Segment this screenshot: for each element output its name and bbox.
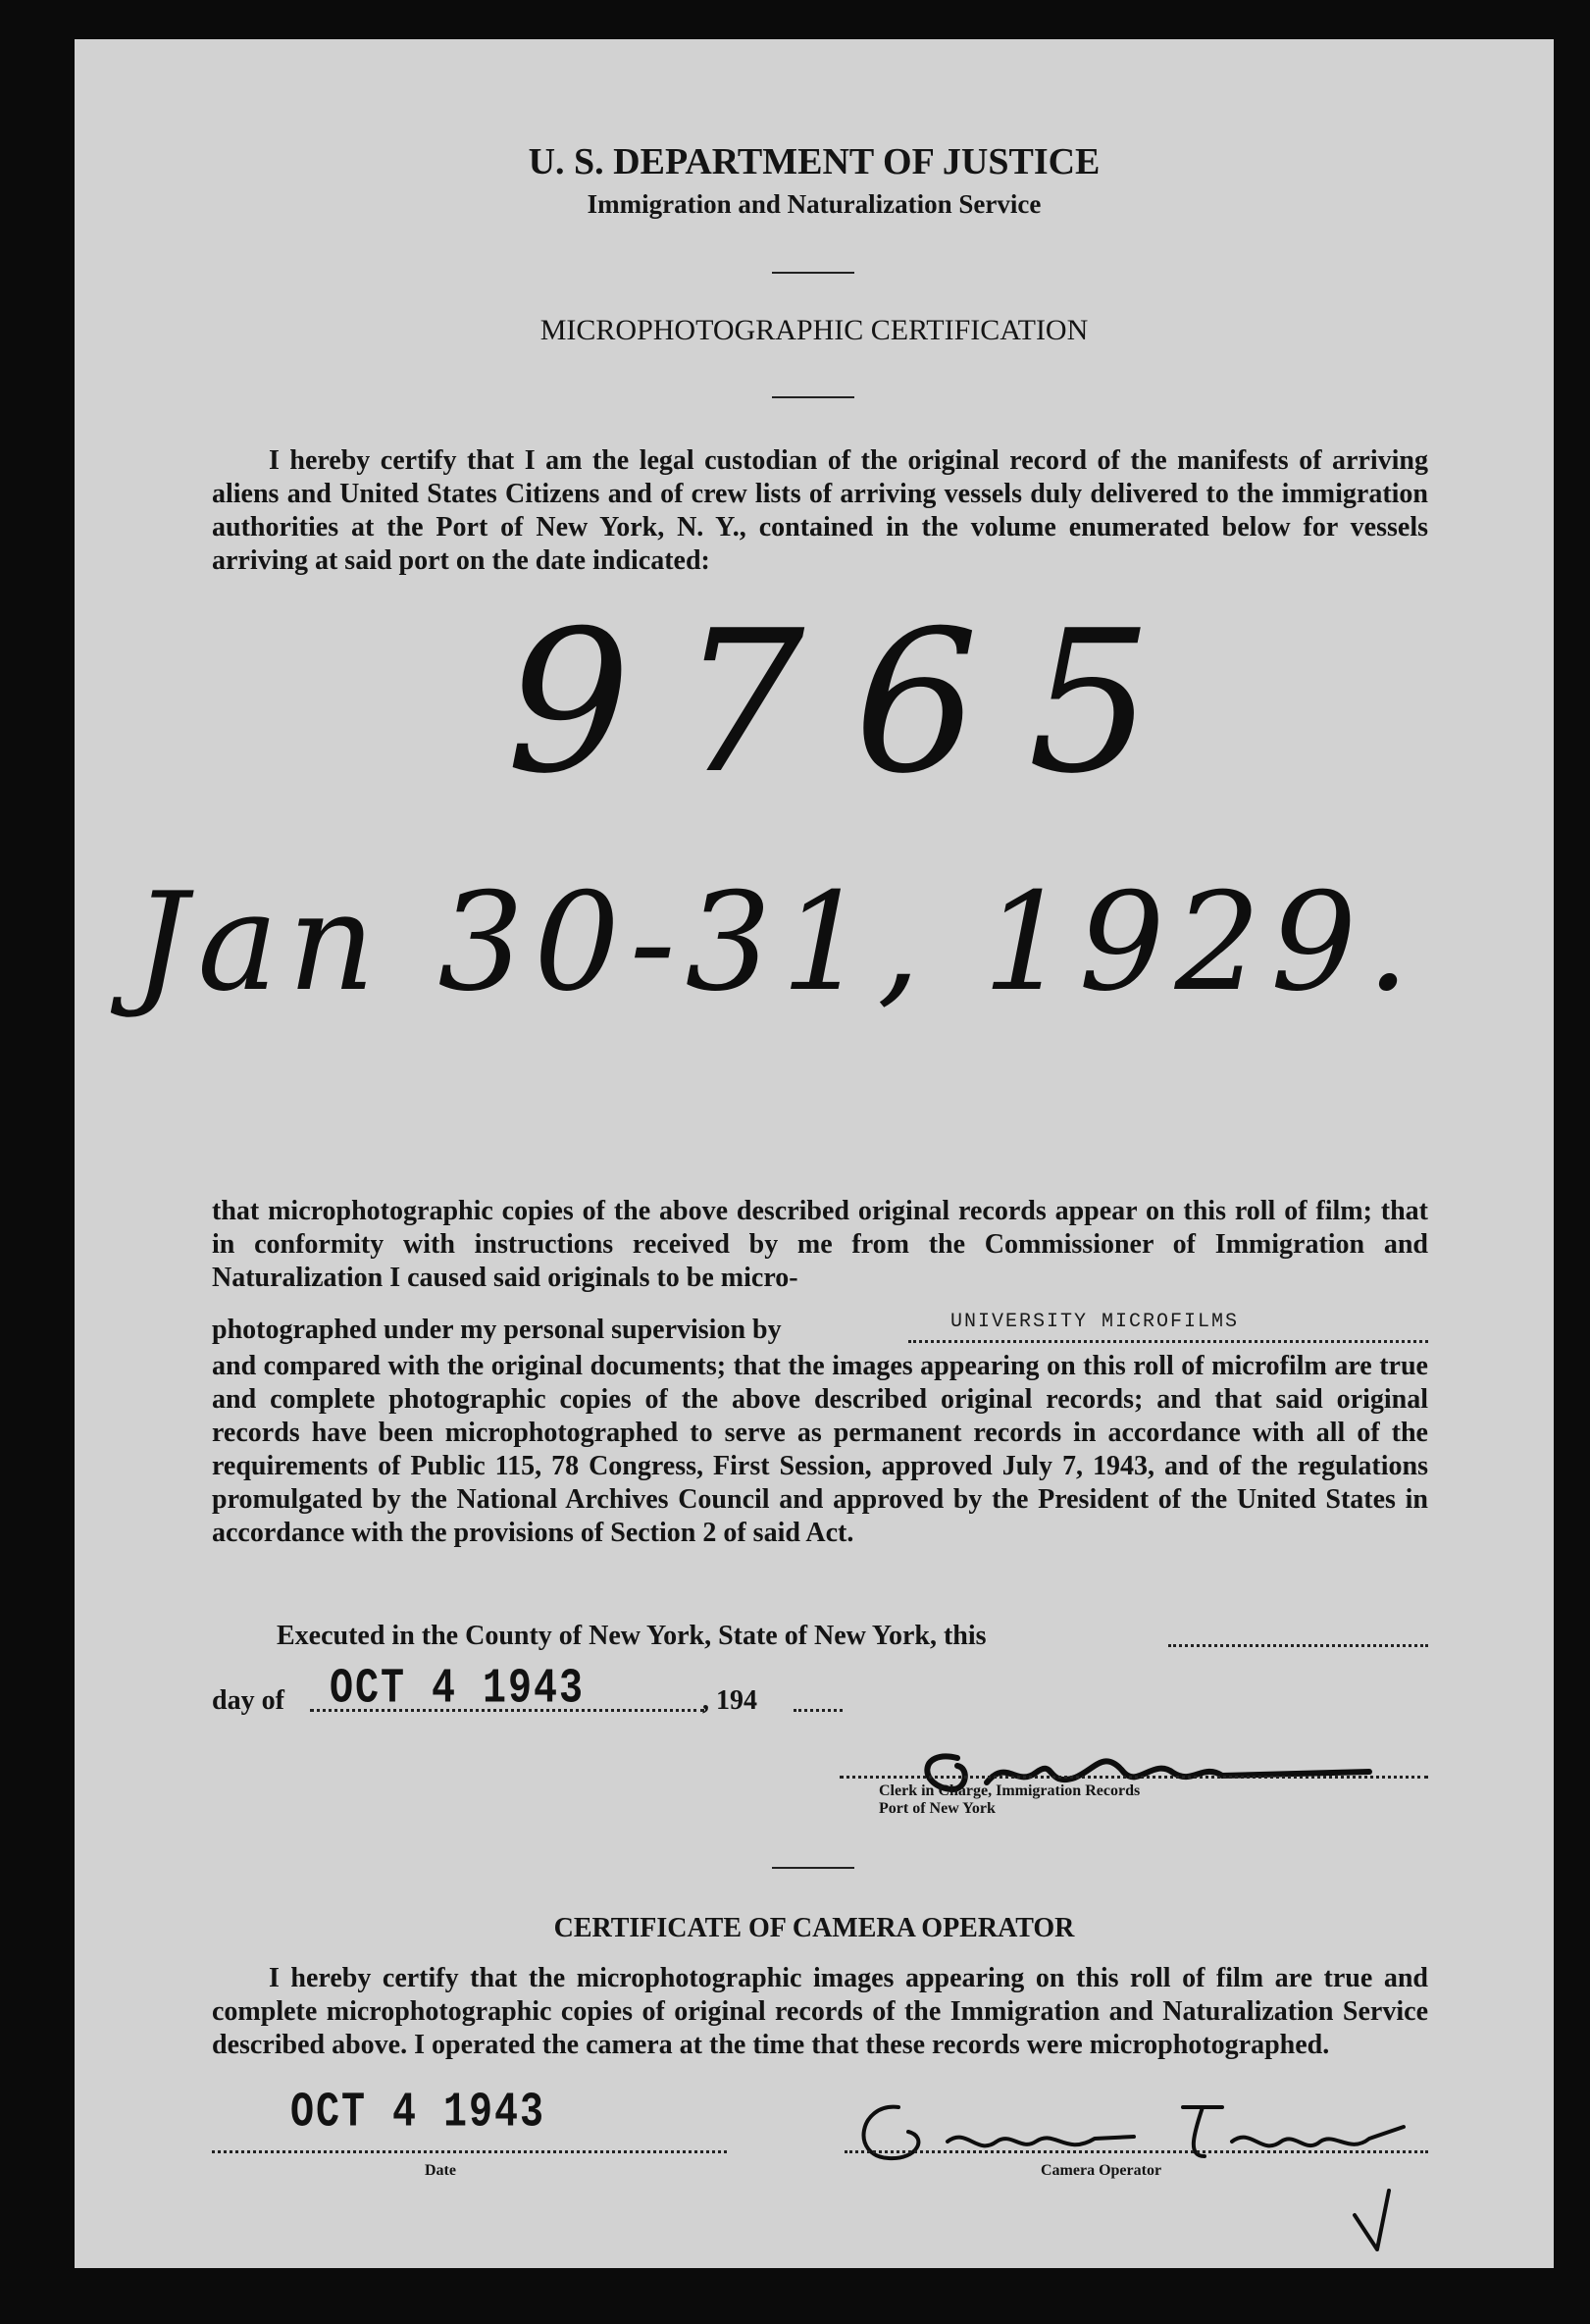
executed-line: Executed in the County of New York, State of New York, this — [277, 1621, 987, 1651]
body-paragraph-1: that microphotographic copies of the above described original records appear on this roll of film; that in conformity with instructions received by me from the Commissioner of Immigration and Naturalization I caused said originals to be micro- — [212, 1196, 1428, 1293]
operator-date-stamp: OCT 4 1943 — [290, 2086, 546, 2142]
day-of-date-stamp: OCT 4 1943 — [330, 1662, 586, 1718]
department-heading: U. S. DEPARTMENT OF JUSTICE — [528, 141, 1101, 182]
day-of-label: day of — [212, 1685, 284, 1716]
camera-operator-title: CERTIFICATE OF CAMERA OPERATOR — [553, 1913, 1075, 1943]
divider — [772, 396, 854, 398]
signer-title-2: Port of New York — [879, 1800, 996, 1817]
handwritten-date: Jan 30-31, 1929. — [133, 863, 1419, 1021]
service-heading: Immigration and Naturalization Service — [587, 189, 1042, 219]
executed-dotted-line — [1168, 1644, 1428, 1647]
camera-operator-paragraph: I hereby certify that the microphotographic images appearing on this roll of film are true and complete microphotographic copies of original records of the Immigration and Naturalization Service described above. I operated the camera at the time that these records were microphotographed. — [212, 1963, 1428, 2060]
operator-signature-line — [845, 2150, 1428, 2153]
intro-paragraph: I hereby certify that I am the legal custodian of the original record of the manifests of arriving aliens and United States Citizens and of crew lists of arriving vessels duly delivered to the immigration authorities at the Port of New York, N. Y., contained in the volume enumerated below for vessels arriving at said port on the date indicated: — [212, 445, 1428, 576]
body-paragraph-2: and compared with the original documents; that the images appearing on this roll of microfilm are true and complete photographic copies of the above described original records; and that said original records have been microphotographed to serve as permanent records in accordance with all of the requirements of Public 115, 78 Congress, First Session, approved July 7, 1943, and of the regulations promulgated by the National Archives Council and approved by the President of the United States in accordance with the provisions of Section 2 of said Act. — [212, 1351, 1428, 1548]
operator-label: Camera Operator — [1041, 2162, 1162, 2179]
year-label: , 194 — [702, 1685, 757, 1716]
photographed-by-line — [212, 1315, 782, 1346]
date-dotted-line — [212, 2150, 727, 2153]
photographed-by-prefix: photographed under my personal supervision by — [212, 1315, 782, 1345]
certification-title: MICROPHOTOGRAPHIC CERTIFICATION — [539, 314, 1089, 346]
clerk-signature-line — [840, 1776, 1428, 1779]
year-dotted-line — [794, 1709, 843, 1712]
photographed-by-value: UNIVERSITY MICROFILMS — [950, 1311, 1240, 1333]
divider — [772, 1867, 854, 1869]
certificate-page — [75, 39, 1554, 2268]
photographed-by-dotted-line — [908, 1340, 1428, 1343]
handwritten-volume-number: 9765 — [506, 589, 1202, 817]
divider — [772, 272, 854, 274]
date-label: Date — [425, 2162, 456, 2179]
signer-title-1: Clerk in Charge, Immigration Records — [879, 1782, 1141, 1799]
